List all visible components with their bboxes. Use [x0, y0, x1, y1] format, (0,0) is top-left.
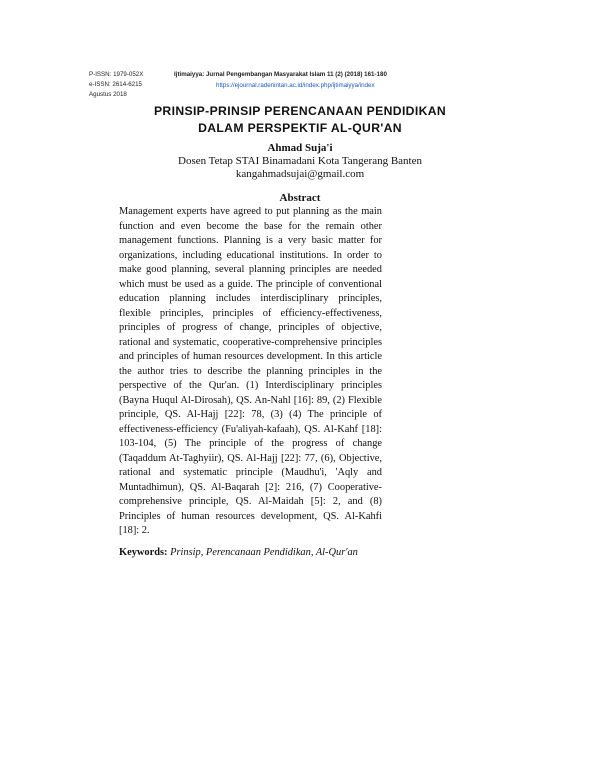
pissn: P-ISSN: 1979-052X: [89, 71, 144, 78]
keywords-label: Keywords:: [119, 547, 168, 558]
author-email: kangahmadsujai@gmail.com: [235, 168, 365, 180]
abstract-heading: Abstract: [279, 192, 321, 204]
issue-date: Agustus 2018: [89, 91, 127, 98]
journal-citation: Ijtimaiyya: Jurnal Pengembangan Masyarakat Islam 11 (2) (2018) 161-180: [174, 71, 387, 78]
keywords-values: Prinsip, Perencanaan Pendidikan, Al-Qur'an: [170, 547, 358, 558]
keywords-line: [119, 546, 419, 560]
eissn: e-ISSN: 2614-6215: [89, 81, 142, 88]
abstract-body: Management experts have agreed to put planning as the main function and even become the base for the remain other management functions. Planning is a very basic matter for organizations, including educational institutions. In order to make good planning, several planning principles are needed which must be used as a guide. The principle of conventional education planning includes interdisciplinary principles, flexible principles, principles of efficiency-effectiveness, principles of progress of change, principles of objective, rational and systematic, cooperative-comprehensive principles and principles of human resources development. In this article the author tries to describe the planning principles in the perspective of the Qur'an. (1) Interdisciplinary principles (Bayna Huqul Al-Dirosah), QS. An-Nahl [16]: 89, (2) Flexible principle, QS. Al-Hajj [22]: 78, (3) (4) The principle of effectiveness-efficiency (Fu'aliyah-kafaah), QS. Al-Kahf [18]: 103-104, (5) The principle of the progress of change (Taqaddum At-Taghyiir), QS. Al-Hajj [22]: 77, (6), Objective, rational and systematic principle (Maudhu'i, 'Aqly and Muntadhimun), QS. Al-Baqarah [2]: 216, (7) Cooperative-comprehensive principle, QS. Al-Maidah [5]: 2, and (8) Principles of human resources development, QS. Al-Kahfi [18]: 2.: [119, 206, 382, 536]
paper-title-line-2: DALAM PERSPEKTIF AL-QUR'AN: [198, 121, 402, 135]
author-name: Ahmad Suja'i: [267, 142, 333, 154]
paper-title-line-1: PRINSIP-PRINSIP PERENCANAAN PENDIDIKAN: [153, 104, 447, 118]
journal-url-link[interactable]: https://ejournal.radenintan.ac.id/index.php/ijtimaiyya/index: [216, 82, 375, 89]
author-affiliation: Dosen Tetap STAI Binamadani Kota Tangerang Banten: [178, 155, 422, 167]
